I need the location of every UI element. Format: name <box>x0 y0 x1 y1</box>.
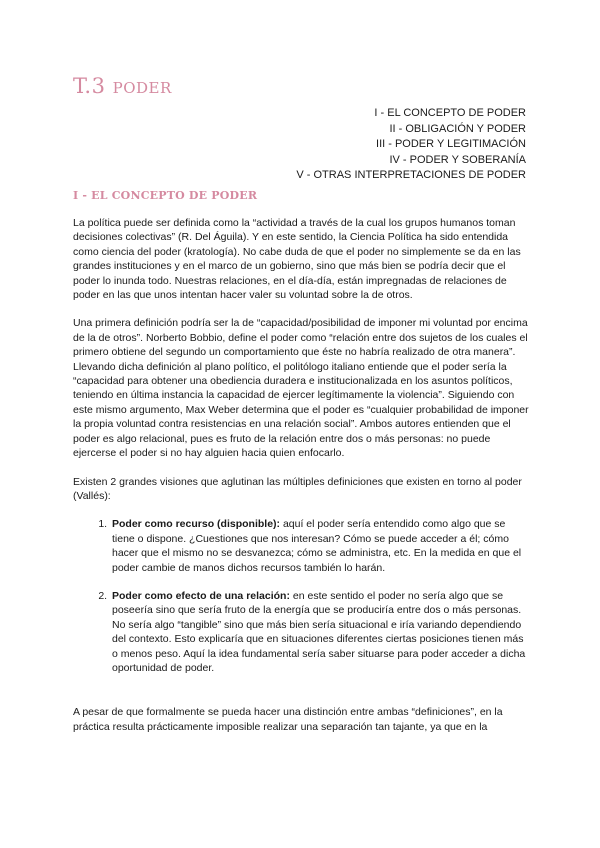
toc-item: I - EL CONCEPTO DE PODER <box>374 107 526 119</box>
list-item <box>110 517 529 575</box>
toc-item: III - PODER Y LEGITIMACIÓN <box>376 138 526 151</box>
paragraph: Existen 2 grandes visiones que aglutinan las múltiples definiciones que existen en torno al poder (Vallés): <box>73 475 522 502</box>
table-of-contents <box>206 106 526 184</box>
list-item-term: Poder como recurso (disponible): <box>112 518 281 531</box>
section-heading: I - EL CONCEPTO DE PODER <box>73 189 258 202</box>
list-item-text: en este sentido el poder no sería algo que se poseería sino que sería fruto de la energía que se produciría entre dos o más personas. No sería algo “tangible” sino que más bien sería situacional e iría variando dependiendo del contexto. Esto explicaría que en situaciones diferentes ciertas posiciones tienen más o menos peso. Aquí la idea fundamental sería saber situarse para poder acceder a dicha oportunidad de poder. <box>112 589 526 674</box>
paragraph: La política puede ser definida como la “actividad a través de la cual los grupos humanos toman decisiones colectivas” (R. Del Águila). Y en este sentido, la Ciencia Política ha sido entendida como ciencia del poder (kratología). No cabe duda de que el poder no simplemente se da en las grandes instituciones y en el marco de un gobierno, sino que más bien se podría decir que el poder lo inunda todo. Nuestras relaciones, en el día-día, están impregnadas de relaciones de poder en las que unos intentan hacer valer su voluntad sobre la de otros. <box>73 217 521 302</box>
page-title: T.3 poder <box>73 74 172 98</box>
paragraph: Una primera definición podría ser la de “capacidad/posibilidad de imponer mi voluntad por encima de la de otros”. Norberto Bobbio, define el poder como “relación entre dos sujetos de los cuales el primero obtiene del segundo un comportamiento que éste no habría realizado de otra manera”. Llevando dicha definición al plano político, el politólogo italiano entiende que el poder sería la “capacidad para obtener una obediencia duradera e institucionalizada en los asuntos políticos, teniendo en última instancia la capacidad de ejercer legítimamente la violencia”. Siguiendo con este mismo argumento, Max Weber determina que el poder es “cualquier probabilidad de imponer la propia voluntad contra resistencias en una relación social”. Ambos autores entienden que el poder es algo relacional, pues es fruto de la relación entre dos o más personas: no puede ejercerse el poder si no hay alguien hacia quien enfocarlo. <box>73 317 529 460</box>
list-item-text: aquí el poder sería entendido como algo que se tiene o dispone. ¿Cuestiones que nos interesan? Cómo se puede acceder a él; cómo hacer que el mismo no se desvanezca; cómo se administra, etc. En la medida en que el poder cambie de manos dichos recursos también lo harán. <box>112 518 522 574</box>
document-body <box>73 216 529 748</box>
paragraph: A pesar de que formalmente se pueda hacer una distinción entre ambas “definiciones”, en la práctica resulta prácticamente imposible realizar una separación tan tajante, ya que en la <box>73 706 503 733</box>
toc-item: IV - PODER Y SOBERANÍA <box>389 153 526 166</box>
list-item <box>110 589 529 675</box>
definitions-list <box>73 517 529 675</box>
toc-item: V - OTRAS INTERPRETACIONES DE PODER <box>296 169 526 182</box>
toc-item: II - OBLIGACIÓN Y PODER <box>389 122 526 135</box>
list-item-term: Poder como efecto de una relación: <box>112 589 290 602</box>
